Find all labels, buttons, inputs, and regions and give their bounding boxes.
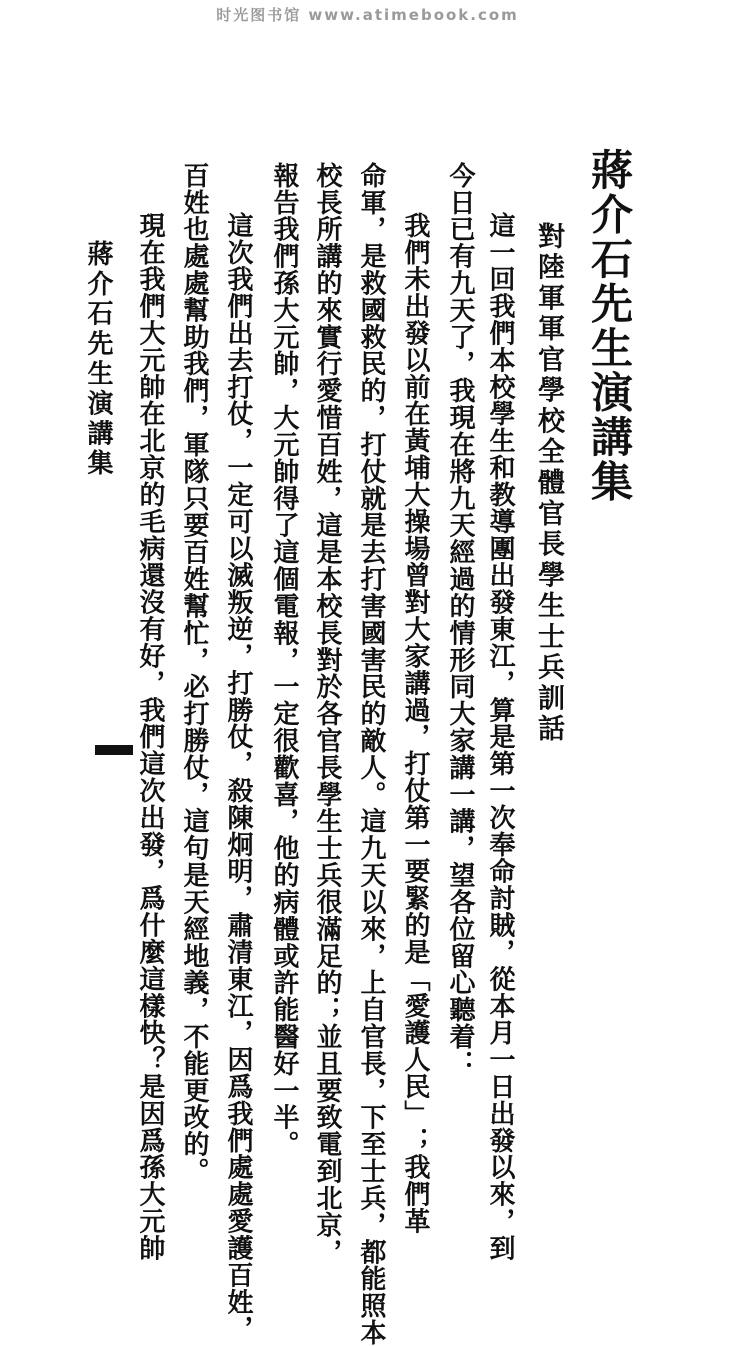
body-column-3: 我們未出發以前在黃埔大操場曾對大家講過，打仗第一要緊的是「愛護人民」；我們革 [400, 212, 430, 1235]
page-number [95, 745, 133, 755]
body-column-9: 現在我們大元帥在北京的毛病還沒有好，我們這次出發，爲什麼這樣快？是因爲孫大元帥 [135, 212, 165, 1262]
body-column-5: 校長所講的來實行愛惜百姓，這是本校長對於各官長學生士兵很滿足的；並且要致電到北京， [312, 162, 342, 1266]
body-column-8: 百姓也處處幫助我們，軍隊只要百姓幫忙，必打勝仗，這句是天經地義，不能更改的。 [179, 162, 209, 1185]
running-footer: 蔣介石先生演講集 [83, 240, 113, 480]
book-title: 蔣介石先生演講集 [585, 148, 634, 505]
body-column-6: 報告我們孫大元帥，大元帥得了這個電報，一定很歡喜，他的病體或許能醫好一半。 [269, 162, 299, 1158]
body-column-4: 命軍，是救國救民的，打仗就是去打害國害民的敵人。這九天以來，上自官長，下至士兵，都能照本 [356, 162, 386, 1346]
site-watermark: 时光图书馆 www.atimebook.com [216, 6, 519, 24]
body-column-1: 這一回我們本校學生和教導團出發東江，算是第一次奉命討賊，從本月一日出發以來，到 [485, 212, 515, 1262]
body-column-7: 這次我們出去打仗，一定可以滅叛逆，打勝仗，殺陳炯明，肅清東江，因爲我們處處愛護百姓， [223, 212, 253, 1343]
body-column-2: 今日已有九天了，我現在將九天經過的情形同大家講一講，望各位留心聽着： [445, 162, 475, 1077]
speech-subtitle: 對陸軍軍官學校全體官長學生士兵訓話 [533, 222, 564, 746]
